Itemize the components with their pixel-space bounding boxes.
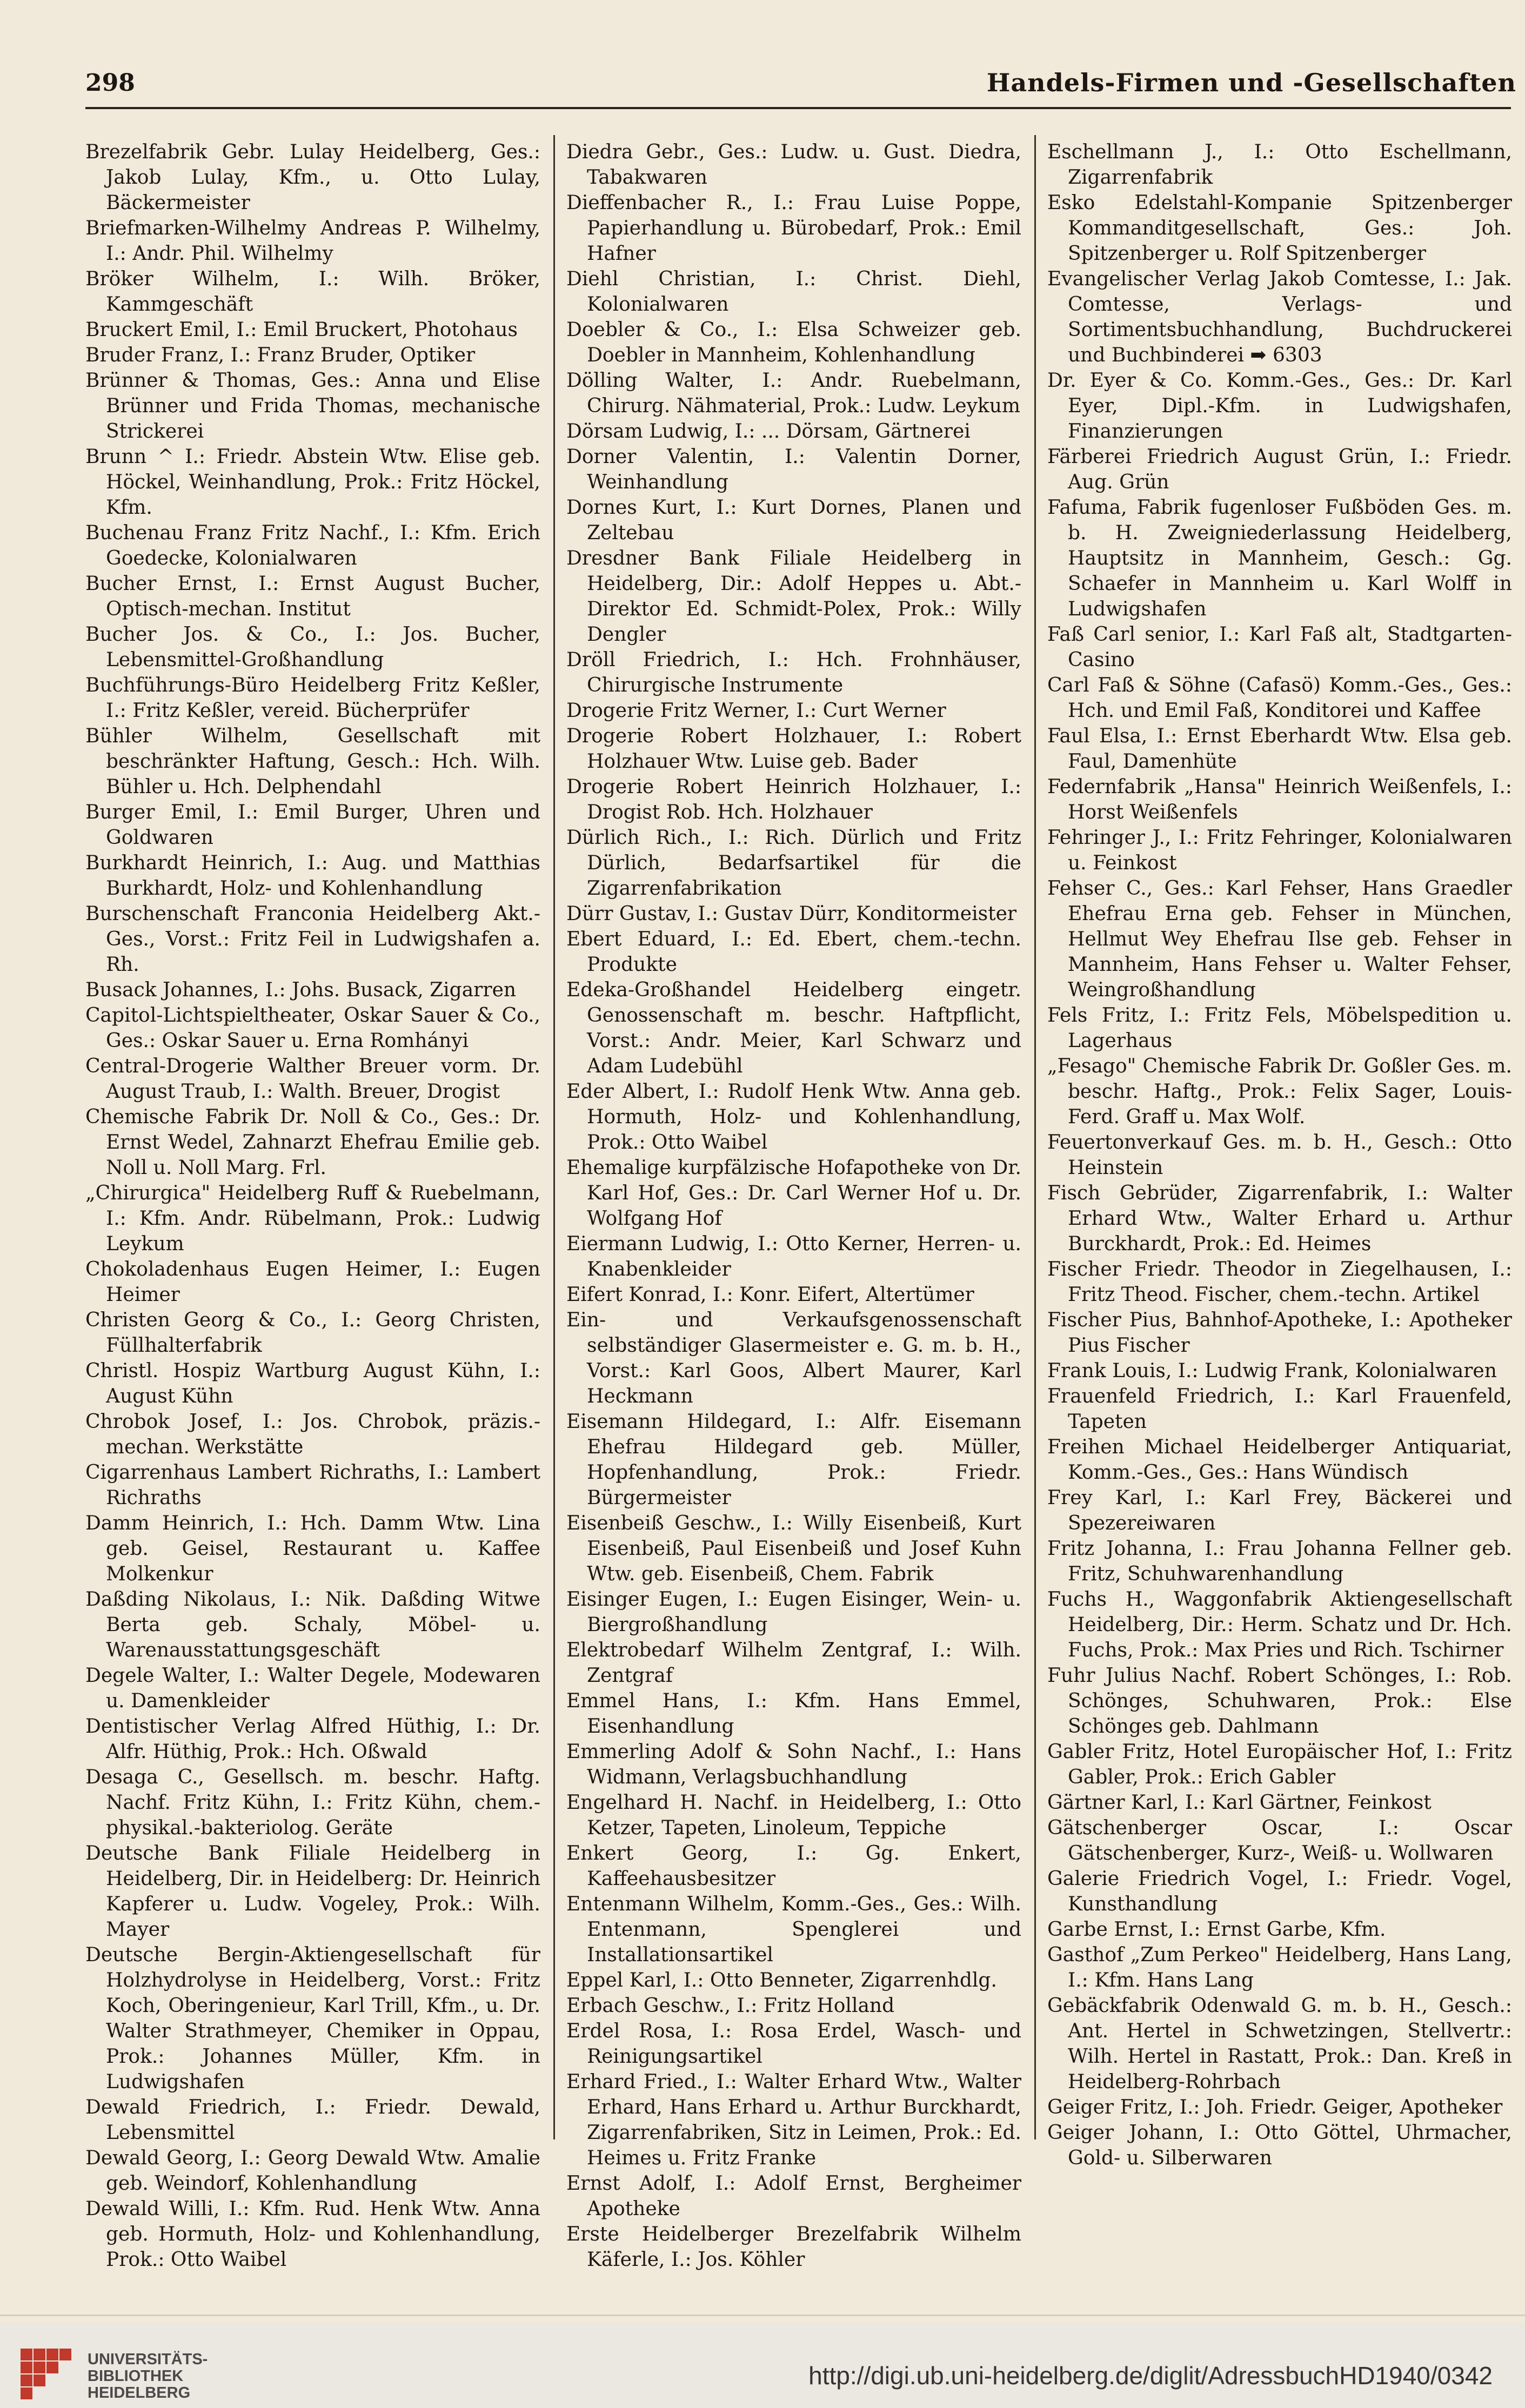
directory-entry: Drogerie Robert Holzhauer, I.: Robert Holzhauer Wtw. Luise geb. Bader <box>566 725 1021 773</box>
directory-entry: Dewald Georg, I.: Georg Dewald Wtw. Amalie geb. Weindorf, Kohlenhandlung <box>85 2147 540 2195</box>
directory-entry: Geiger Fritz, I.: Joh. Friedr. Geiger, Apotheker <box>1047 2096 1503 2118</box>
directory-entry: Fehser C., Ges.: Karl Fehser, Hans Graedler Ehefrau Erna geb. Fehser in München, Hellmut Wey Ehefrau Ilse geb. Fehser in Mannheim, Hans Fehser u. Walter Fehser, Weingroßhandlung <box>1047 877 1512 1001</box>
directory-entry: Chrobok Josef, I.: Jos. Chrobok, präzis.-mechan. Werkstätte <box>85 1411 540 1458</box>
directory-entry: Cigarrenhaus Lambert Richraths, I.: Lambert Richraths <box>85 1461 540 1509</box>
directory-entry: Eisinger Eugen, I.: Eugen Eisinger, Wein- u. Biergroßhandlung <box>566 1588 1021 1636</box>
column-1 <box>85 139 540 2271</box>
column-divider <box>553 135 555 2139</box>
directory-entry: Desaga C., Gesellsch. m. beschr. Haftg. Nachf. Fritz Kühn, I.: Fritz Kühn, chem.-physikal.-bakteriolog. Geräte <box>85 1766 540 1839</box>
directory-entry: Gärtner Karl, I.: Karl Gärtner, Feinkost <box>1047 1792 1432 1814</box>
directory-entry: Fafuma, Fabrik fugenloser Fußböden Ges. m. b. H. Zweigniederlassung Heidelberg, Hauptsitz in Mannheim, Gesch.: Gg. Schaefer in Mannheim u. Karl Wolff in Ludwigshafen <box>1047 497 1512 620</box>
directory-entry: Daßding Nikolaus, I.: Nik. Daßding Witwe Berta geb. Schaly, Möbel- u. Warenausstattungsgeschäft <box>85 1588 540 1661</box>
directory-entry: Galerie Friedrich Vogel, I.: Friedr. Vogel, Kunsthandlung <box>1047 1868 1512 1915</box>
directory-entry: Erbach Geschw., I.: Fritz Holland <box>566 1995 895 2017</box>
directory-entry: Fuchs H., Waggonfabrik Aktiengesellschaft Heidelberg, Dir.: Herm. Schatz und Dr. Hch. Fuchs, Prok.: Max Pries und Rich. Tschirner <box>1047 1588 1512 1661</box>
directory-entry: Deutsche Bergin-Aktiengesellschaft für Holzhydrolyse in Heidelberg, Vorst.: Fritz Koch, Oberingenieur, Karl Trill, Kfm., u. Dr. Walter Strathmeyer, Chemiker in Oppau, Prok.: Johannes Müller, Kfm. in Ludwigshafen <box>85 1944 540 2093</box>
directory-entry: Eiermann Ludwig, I.: Otto Kerner, Herren- u. Knabenkleider <box>566 1233 1021 1280</box>
directory-entry: Dröll Friedrich, I.: Hch. Frohnhäuser, Chirurgische Instrumente <box>566 649 1021 696</box>
directory-entry: Geiger Johann, I.: Otto Göttel, Uhrmacher, Gold- u. Silberwaren <box>1047 2122 1512 2169</box>
directory-entry: Eder Albert, I.: Rudolf Henk Wtw. Anna geb. Hormuth, Holz- und Kohlenhandlung, Prok.: Otto Waibel <box>566 1081 1021 1153</box>
directory-entry: Dölling Walter, I.: Andr. Ruebelmann, Chirurg. Nähmaterial, Prok.: Ludw. Leykum <box>566 370 1021 417</box>
directory-entry: Dresdner Bank Filiale Heidelberg in Heidelberg, Dir.: Adolf Heppes u. Abt.-Direktor Ed. Schmidt-Polex, Prok.: Willy Dengler <box>566 547 1021 646</box>
directory-entry: Engelhard H. Nachf. in Heidelberg, I.: Otto Ketzer, Tapeten, Linoleum, Teppiche <box>566 1792 1021 1839</box>
directory-entry: Brünner & Thomas, Ges.: Anna und Elise Brünner und Frida Thomas, mechanische Strickerei <box>85 370 540 442</box>
footer <box>0 2323 1525 2408</box>
directory-entry: Briefmarken-Wilhelmy Andreas P. Wilhelmy, I.: Andr. Phil. Wilhelmy <box>85 217 540 265</box>
directory-entry: Eschellmann J., I.: Otto Eschellmann, Zigarrenfabrik <box>1047 141 1512 189</box>
directory-entry: Gabler Fritz, Hotel Europäischer Hof, I.: Fritz Gabler, Prok.: Erich Gabler <box>1047 1741 1512 1788</box>
column-3 <box>1047 139 1512 2169</box>
header-rule <box>85 107 1511 109</box>
directory-entry: Fritz Johanna, I.: Frau Johanna Fellner geb. Fritz, Schuhwarenhandlung <box>1047 1538 1512 1585</box>
directory-entry: Evangelischer Verlag Jakob Comtesse, I.: Jak. Comtesse, Verlags- und Sortimentsbuchhandlung, Buchdruckerei und Buchbinderei ➡ 6303 <box>1047 268 1512 366</box>
directory-entry: Bühler Wilhelm, Gesellschaft mit beschränkter Haftung, Gesch.: Hch. Wilh. Bühler u. Hch. Delphendahl <box>85 725 540 798</box>
directory-entry: Freihen Michael Heidelberger Antiquariat, Komm.-Ges., Ges.: Hans Wündisch <box>1047 1436 1512 1484</box>
directory-entry: Fisch Gebrüder, Zigarrenfabrik, I.: Walter Erhard Wtw., Walter Erhard u. Arthur Burckhardt, Prok.: Ed. Heimes <box>1047 1182 1512 1255</box>
directory-entry: Feuertonverkauf Ges. m. b. H., Gesch.: Otto Heinstein <box>1047 1131 1512 1179</box>
directory-entry: Fischer Pius, Bahnhof-Apotheke, I.: Apotheker Pius Fischer <box>1047 1309 1512 1357</box>
directory-entry: „Fesago" Chemische Fabrik Dr. Goßler Ges. m. beschr. Haftg., Prok.: Felix Sager, Louis-Ferd. Graff u. Max Wolf. <box>1047 1055 1512 1128</box>
directory-entry: Bucher Ernst, I.: Ernst August Bucher, Optisch-mechan. Institut <box>85 573 540 620</box>
directory-entry: Christen Georg & Co., I.: Georg Christen, Füllhalterfabrik <box>85 1309 540 1357</box>
directory-entry: Dewald Friedrich, I.: Friedr. Dewald, Lebensmittel <box>85 2096 540 2144</box>
directory-entry: Dr. Eyer & Co. Komm.-Ges., Ges.: Dr. Karl Eyer, Dipl.-Kfm. in Ludwigshafen, Finanzierungen <box>1047 370 1512 442</box>
directory-entry: Brezelfabrik Gebr. Lulay Heidelberg, Ges.: Jakob Lulay, Kfm., u. Otto Lulay, Bäckermeister <box>85 141 540 214</box>
source-url[interactable]: http://digi.ub.uni-heidelberg.de/diglit/AdressbuchHD1940/0342 <box>808 2362 1493 2390</box>
directory-entry: Damm Heinrich, I.: Hch. Damm Wtw. Lina geb. Geisel, Restaurant u. Kaffee Molkenkur <box>85 1512 540 1585</box>
directory-entry: Faul Elsa, I.: Ernst Eberhardt Wtw. Elsa geb. Faul, Damenhüte <box>1047 725 1512 773</box>
directory-entry: Degele Walter, I.: Walter Degele, Modewaren u. Damenkleider <box>85 1665 540 1712</box>
library-logo-icon <box>19 2347 73 2402</box>
directory-entry: Burger Emil, I.: Emil Burger, Uhren und Goldwaren <box>85 801 540 849</box>
directory-entry: Bröker Wilhelm, I.: Wilh. Bröker, Kammgeschäft <box>85 268 540 316</box>
directory-entry: Elektrobedarf Wilhelm Zentgraf, I.: Wilh. Zentgraf <box>566 1639 1021 1687</box>
directory-entry: Entenmann Wilhelm, Komm.-Ges., Ges.: Wilh. Entenmann, Spenglerei und Installationsartikel <box>566 1893 1021 1966</box>
directory-entry: Ehemalige kurpfälzische Hofapotheke von Dr. Karl Hof, Ges.: Dr. Carl Werner Hof u. Dr. Wolfgang Hof <box>566 1157 1021 1230</box>
directory-entry: Emmerling Adolf & Sohn Nachf., I.: Hans Widmann, Verlagsbuchhandlung <box>566 1741 1021 1788</box>
column-divider <box>1034 135 1036 2139</box>
directory-entry: Ein- und Verkaufsgenossenschaft selbständiger Glasermeister e. G. m. b. H., Vorst.: Karl Goos, Albert Maurer, Karl Heckmann <box>566 1309 1021 1407</box>
directory-entry: Bruckert Emil, I.: Emil Bruckert, Photohaus <box>85 319 518 341</box>
directory-entry: Emmel Hans, I.: Kfm. Hans Emmel, Eisenhandlung <box>566 1690 1021 1738</box>
directory-entry: Erhard Fried., I.: Walter Erhard Wtw., Walter Erhard, Hans Erhard u. Arthur Burckhardt, Zigarrenfabriken, Sitz in Leimen, Prok.: Ed. Heimes u. Fritz Franke <box>566 2071 1021 2169</box>
directory-entry: Dieffenbacher R., I.: Frau Luise Poppe, Papierhandlung u. Bürobedarf, Prok.: Emil Hafner <box>566 192 1021 265</box>
directory-entry: Fels Fritz, I.: Fritz Fels, Möbelspedition u. Lagerhaus <box>1047 1004 1512 1052</box>
directory-entry: Dornes Kurt, I.: Kurt Dornes, Planen und Zeltebau <box>566 497 1021 544</box>
directory-entry: Dürlich Rich., I.: Rich. Dürlich und Fritz Dürlich, Bedarfsartikel für die Zigarrenfabrikation <box>566 827 1021 900</box>
directory-entry: Färberei Friedrich August Grün, I.: Friedr. Aug. Grün <box>1047 446 1512 493</box>
directory-entry: Dörsam Ludwig, I.: ... Dörsam, Gärtnerei <box>566 420 971 442</box>
directory-entry: Diehl Christian, I.: Christ. Diehl, Kolonialwaren <box>566 268 1021 316</box>
directory-entry: Chemische Fabrik Dr. Noll & Co., Ges.: Dr. Ernst Wedel, Zahnarzt Ehefrau Emilie geb. Noll u. Noll Marg. Frl. <box>85 1106 540 1179</box>
library-line: UNIVERSITÄTS- <box>88 2351 208 2368</box>
column-2 <box>566 139 1021 2271</box>
directory-entry: Doebler & Co., I.: Elsa Schweizer geb. Doebler in Mannheim, Kohlenhandlung <box>566 319 1021 366</box>
directory-entry: Brunn ^ I.: Friedr. Abstein Wtw. Elise geb. Höckel, Weinhandlung, Prok.: Fritz Höckel, Kfm. <box>85 446 540 519</box>
directory-entry: Gebäckfabrik Odenwald G. m. b. H., Gesch.: Ant. Hertel in Schwetzingen, Stellvertr.: Wilh. Hertel in Rastatt, Prok.: Dan. Kreß in Heidelberg-Rohrbach <box>1047 1995 1512 2093</box>
directory-entry: Frauenfeld Friedrich, I.: Karl Frauenfeld, Tapeten <box>1047 1385 1512 1433</box>
directory-entry: Bruder Franz, I.: Franz Bruder, Optiker <box>85 344 476 366</box>
directory-entry: Dewald Willi, I.: Kfm. Rud. Henk Wtw. Anna geb. Hormuth, Holz- und Kohlenhandlung, Prok.: Otto Waibel <box>85 2198 540 2271</box>
directory-entry: Enkert Georg, I.: Gg. Enkert, Kaffeehausbesitzer <box>566 1842 1021 1890</box>
directory-entry: Busack Johannes, I.: Johs. Busack, Zigarren <box>85 979 517 1001</box>
directory-entry: Dentistischer Verlag Alfred Hüthig, I.: Dr. Alfr. Hüthig, Prok.: Hch. Oßwald <box>85 1715 540 1763</box>
directory-entry: Erste Heidelberger Brezelfabrik Wilhelm Käferle, I.: Jos. Köhler <box>566 2223 1021 2271</box>
directory-entry: Eisemann Hildegard, I.: Alfr. Eisemann Ehefrau Hildegard geb. Müller, Hopfenhandlung, Prok.: Friedr. Bürgermeister <box>566 1411 1021 1509</box>
directory-entry: Bucher Jos. & Co., I.: Jos. Bucher, Lebensmittel-Großhandlung <box>85 623 540 671</box>
directory-entry: Chokoladenhaus Eugen Heimer, I.: Eugen Heimer <box>85 1258 540 1306</box>
directory-entry: Fuhr Julius Nachf. Robert Schönges, I.: Rob. Schönges, Schuhwaren, Prok.: Else Schönges geb. Dahlmann <box>1047 1665 1512 1738</box>
directory-entry: Drogerie Robert Heinrich Holzhauer, I.: Drogist Rob. Hch. Holzhauer <box>566 776 1021 823</box>
directory-entry: Edeka-Großhandel Heidelberg eingetr. Genossenschaft m. beschr. Haftpflicht, Vorst.: Andr. Meier, Karl Schwarz und Adam Ludebühl <box>566 979 1021 1077</box>
directory-entry: Frey Karl, I.: Karl Frey, Bäckerei und Spezereiwaren <box>1047 1487 1512 1534</box>
directory-entry: Burkhardt Heinrich, I.: Aug. und Matthias Burkhardt, Holz- und Kohlenhandlung <box>85 852 540 900</box>
directory-entry: Erdel Rosa, I.: Rosa Erdel, Wasch- und Reinigungsartikel <box>566 2020 1021 2068</box>
directory-entry: Eppel Karl, I.: Otto Benneter, Zigarrenhdlg. <box>566 1969 997 1991</box>
directory-entry: Fischer Friedr. Theodor in Ziegelhausen, I.: Fritz Theod. Fischer, chem.-techn. Artikel <box>1047 1258 1512 1306</box>
directory-entry: Esko Edelstahl-Kompanie Spitzenberger Kommanditgesellschaft, Ges.: Joh. Spitzenberger u. Rolf Spitzenberger <box>1047 192 1512 265</box>
directory-entry: Christl. Hospiz Wartburg August Kühn, I.: August Kühn <box>85 1360 540 1407</box>
directory-entry: Diedra Gebr., Ges.: Ludw. u. Gust. Diedra, Tabakwaren <box>566 141 1021 189</box>
directory-entry: „Chirurgica" Heidelberg Ruff & Ruebelmann, I.: Kfm. Andr. Rübelmann, Prok.: Ludwig Leykum <box>85 1182 540 1255</box>
directory-entry: Frank Louis, I.: Ludwig Frank, Kolonialwaren <box>1047 1360 1497 1382</box>
directory-entry: Eifert Konrad, I.: Konr. Eifert, Altertümer <box>566 1284 974 1306</box>
library-name <box>88 2351 208 2402</box>
directory-entry: Gasthof „Zum Perkeo" Heidelberg, Hans Lang, I.: Kfm. Hans Lang <box>1047 1944 1512 1991</box>
directory-entry: Garbe Ernst, I.: Ernst Garbe, Kfm. <box>1047 1919 1386 1941</box>
directory-entry: Ebert Eduard, I.: Ed. Ebert, chem.-techn. Produkte <box>566 928 1021 976</box>
directory-entry: Buchführungs-Büro Heidelberg Fritz Keßler, I.: Fritz Keßler, vereid. Bücherprüfer <box>85 674 540 722</box>
directory-entry: Ernst Adolf, I.: Adolf Ernst, Bergheimer Apotheke <box>566 2172 1021 2220</box>
directory-entry: Carl Faß & Söhne (Cafasö) Komm.-Ges., Ges.: Hch. und Emil Faß, Konditorei und Kaffee <box>1047 674 1512 722</box>
running-head: Handels-Firmen und -Gesellschaften <box>986 68 1516 97</box>
directory-entry: Buchenau Franz Fritz Nachf., I.: Kfm. Erich Goedecke, Kolonialwaren <box>85 522 540 569</box>
directory-entry: Dorner Valentin, I.: Valentin Dorner, Weinhandlung <box>566 446 1021 493</box>
directory-entry: Capitol-Lichtspieltheater, Oskar Sauer & Co., Ges.: Oskar Sauer u. Erna Romhányi <box>85 1004 540 1052</box>
page-number: 298 <box>85 69 135 97</box>
directory-entry: Deutsche Bank Filiale Heidelberg in Heidelberg, Dir. in Heidelberg: Dr. Heinrich Kapferer u. Ludw. Vogeley, Prok.: Wilh. Mayer <box>85 1842 540 1941</box>
directory-entry: Burschenschaft Franconia Heidelberg Akt.-Ges., Vorst.: Fritz Feil in Ludwigshafen a. Rh. <box>85 903 540 976</box>
directory-entry: Federnfabrik „Hansa" Heinrich Weißenfels, I.: Horst Weißenfels <box>1047 776 1512 823</box>
directory-entry: Gätschenberger Oscar, I.: Oscar Gätschenberger, Kurz-, Weiß- u. Wollwaren <box>1047 1817 1512 1864</box>
directory-entry: Drogerie Fritz Werner, I.: Curt Werner <box>566 700 946 722</box>
directory-entry: Faß Carl senior, I.: Karl Faß alt, Stadtgarten-Casino <box>1047 623 1512 671</box>
page-header <box>85 64 1516 102</box>
library-line: HEIDELBERG <box>88 2384 191 2402</box>
directory-entry: Dürr Gustav, I.: Gustav Dürr, Konditormeister <box>566 903 1017 925</box>
footer-rule <box>0 2315 1525 2316</box>
directory-entry: Eisenbeiß Geschw., I.: Willy Eisenbeiß, Kurt Eisenbeiß, Paul Eisenbeiß und Josef Kuhn Wtw. geb. Eisenbeiß, Chem. Fabrik <box>566 1512 1021 1585</box>
directory-entry: Central-Drogerie Walther Breuer vorm. Dr. August Traub, I.: Walth. Breuer, Drogist <box>85 1055 540 1103</box>
library-line: BIBLIOTHEK <box>88 2367 184 2385</box>
directory-entry: Fehringer J., I.: Fritz Fehringer, Kolonialwaren u. Feinkost <box>1047 827 1512 874</box>
